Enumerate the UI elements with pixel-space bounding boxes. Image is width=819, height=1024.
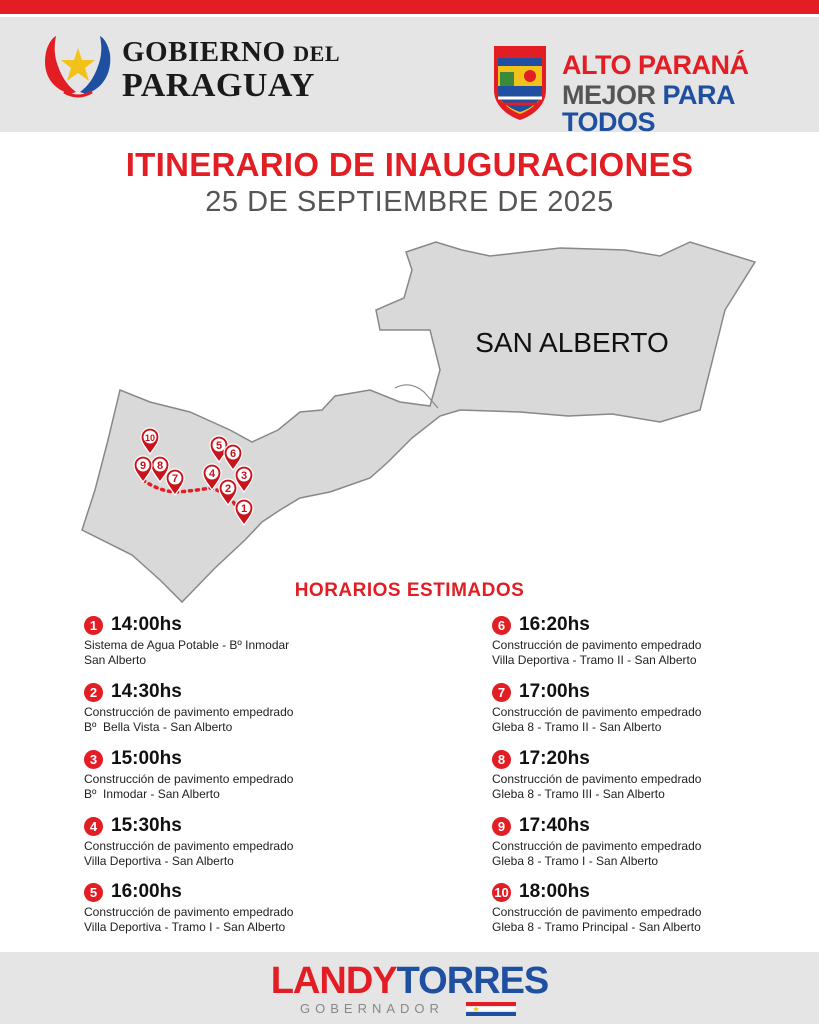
schedule-time: 15:00hs [111,748,182,769]
schedule-description: Construcción de pavimento empedrado Gleba 8 - Tramo II - San Alberto [492,705,702,734]
schedule-description: Construcción de pavimento empedrado Bº Bella Vista - San Alberto [84,705,294,734]
map-pin-label: 5 [215,440,223,452]
schedule-description: Construcción de pavimento empedrado Gleba 8 - Tramo Principal - San Alberto [492,905,702,934]
schedule-description: Construcción de pavimento empedrado Villa Deportiva - Tramo I - San Alberto [84,905,294,934]
schedule-number-badge: 2 [84,683,103,702]
schedule-item [84,614,384,668]
schedule-time: 14:00hs [111,614,182,635]
map-pin-label: 7 [171,473,179,485]
schedule-item [84,681,384,735]
map-pin-label: 3 [240,470,248,482]
schedule-number-badge: 8 [492,750,511,769]
map-pin-label: 1 [240,503,248,515]
gobierno-laurel-logo [40,32,116,100]
gobernacion-shield-logo [492,42,548,122]
san-alberto-map [0,230,819,610]
governor-last-name: TORRES [396,960,549,1002]
schedule-item [84,881,384,935]
ap-line2-mejor: MEJOR [562,80,656,110]
schedule-number-badge: 7 [492,683,511,702]
ap-line1: ALTO PARANÁ [562,50,749,80]
governor-role: GOBERNADOR [300,1001,444,1016]
schedule-item [492,614,792,668]
schedule-description: Construcción de pavimento empedrado Bº Inmodar - San Alberto [84,772,294,801]
schedule-description: Sistema de Agua Potable - Bº Inmodar San Alberto [84,638,290,667]
schedule-number-badge: 3 [84,750,103,769]
paraguay-flag-stripes [466,1002,516,1016]
governor-name [0,962,819,1000]
alto-parana-wordmark [562,52,819,136]
schedule-item [492,815,792,869]
schedule-number-badge: 5 [84,883,103,902]
schedule-item [492,748,792,802]
schedule-item [492,681,792,735]
region-label: SAN ALBERTO [475,327,669,358]
map-pin-label: 9 [139,460,147,472]
schedule-description: Construcción de pavimento empedrado Gleba 8 - Tramo III - San Alberto [492,772,702,801]
map-pin-label: 6 [229,448,237,460]
map-pin-label: 8 [156,460,164,472]
schedule-number-badge: 9 [492,817,511,836]
schedule-item [84,748,384,802]
district-shape [82,242,755,602]
schedule-number-badge: 1 [84,616,103,635]
map-pin-label: 10 [144,433,156,443]
governor-first-name: LANDY [270,960,397,1002]
schedule-description: Construcción de pavimento empedrado Villa Deportiva - Tramo II - San Alberto [492,638,702,667]
map-pin-label: 4 [208,468,216,480]
schedule-time: 18:00hs [519,881,590,902]
schedule-time: 16:20hs [519,614,590,635]
schedule-title: HORARIOS ESTIMADOS [294,580,525,601]
schedule-item [492,881,792,935]
gobierno-wordmark [122,38,340,103]
schedule-time: 17:40hs [519,815,590,836]
schedule-item [84,815,384,869]
gob-line2: PARAGUAY [122,67,315,104]
schedule-time: 17:00hs [519,681,590,702]
gob-del: DEL [293,41,341,66]
page-title: ITINERARIO DE INAUGURACIONES [125,146,694,183]
ap-line2-para-todos: PARA TODOS [562,80,735,137]
schedule-number-badge: 4 [84,817,103,836]
schedule-number-badge: 6 [492,616,511,635]
schedule-description: Construcción de pavimento empedrado Villa Deportiva - San Alberto [84,839,294,868]
schedule-number-badge: 10 [492,883,511,902]
top-red-bar [0,0,819,14]
map-pin-label: 2 [224,483,232,495]
gob-line1: GOBIERNO [122,36,286,68]
schedule-description: Construcción de pavimento empedrado Gleba 8 - Tramo I - San Alberto [492,839,702,868]
schedule-time: 14:30hs [111,681,182,702]
schedule-time: 17:20hs [519,748,590,769]
schedule-time: 16:00hs [111,881,182,902]
page-date: 25 DE SEPTIEMBRE DE 2025 [205,186,614,218]
schedule-time: 15:30hs [111,815,182,836]
